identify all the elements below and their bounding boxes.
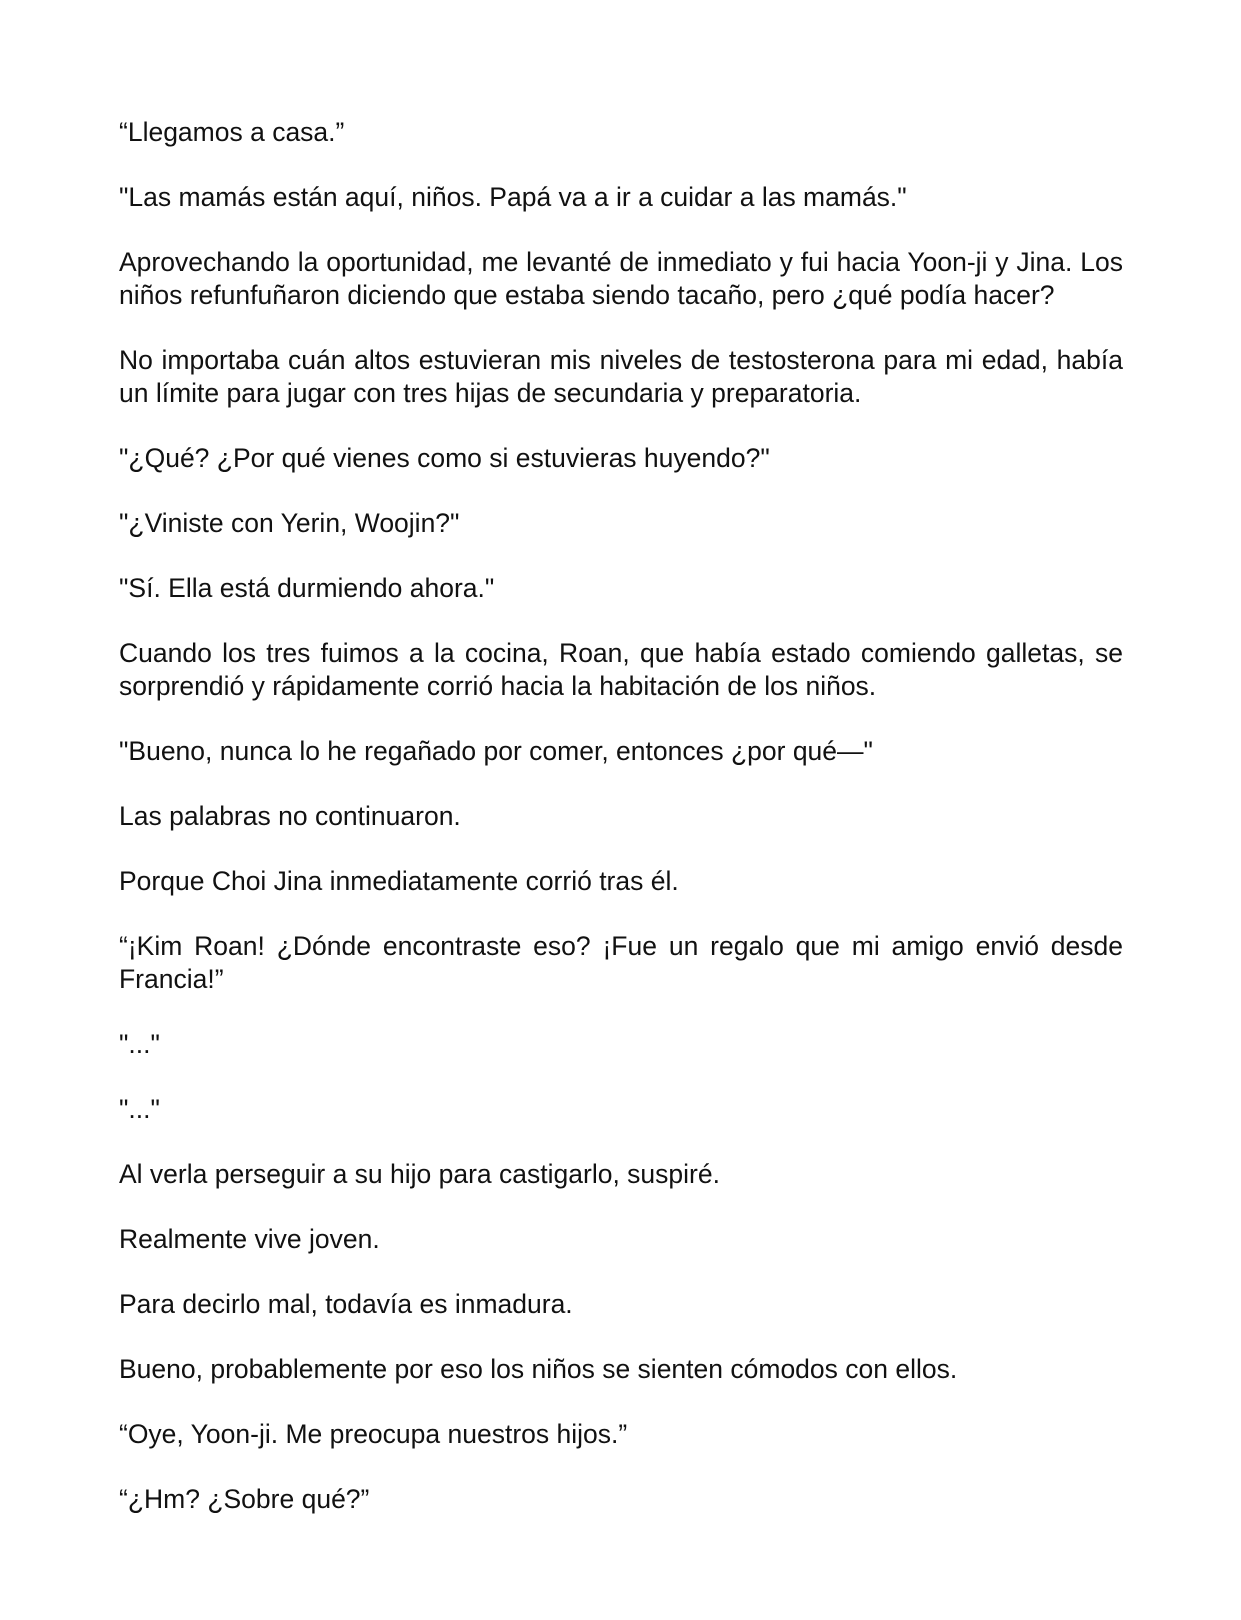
paragraph: “Oye, Yoon-ji. Me preocupa nuestros hijos.”: [119, 1419, 628, 1449]
paragraph: “¿Hm? ¿Sobre qué?”: [119, 1484, 370, 1514]
paragraph: "¿Qué? ¿Por qué vienes como si estuvieras huyendo?": [119, 443, 770, 473]
paragraph: Realmente vive joven.: [119, 1224, 380, 1254]
paragraph: Porque Choi Jina inmediatamente corrió tras él.: [119, 866, 679, 896]
paragraph: “Llegamos a casa.”: [119, 117, 345, 147]
paragraph: Las palabras no continuaron.: [119, 801, 461, 831]
paragraph: "Sí. Ella está durmiendo ahora.": [119, 573, 495, 603]
paragraph: "¿Viniste con Yerin, Woojin?": [119, 508, 460, 538]
paragraph: Aprovechando la oportunidad, me levanté de inmediato y fui hacia Yoon-ji y Jina. Los niños refunfuñaron diciendo que estaba siendo tacaño, pero ¿qué podía hacer?: [119, 247, 1123, 310]
paragraph: Para decirlo mal, todavía es inmadura.: [119, 1289, 573, 1319]
paragraph: "...": [119, 1029, 160, 1059]
paragraph: "Las mamás están aquí, niños. Papá va a ir a cuidar a las mamás.": [119, 182, 907, 212]
paragraph: Al verla perseguir a su hijo para castigarlo, suspiré.: [119, 1159, 720, 1189]
paragraph: "Bueno, nunca lo he regañado por comer, entonces ¿por qué—": [119, 736, 873, 766]
paragraph: Bueno, probablemente por eso los niños se sienten cómodos con ellos.: [119, 1354, 958, 1384]
paragraph: No importaba cuán altos estuvieran mis niveles de testosterona para mi edad, había un límite para jugar con tres hijas de secundaria y preparatoria.: [119, 345, 1123, 408]
document-body: [119, 116, 1123, 1548]
paragraph: “¡Kim Roan! ¿Dónde encontraste eso? ¡Fue un regalo que mi amigo envió desde Francia!”: [119, 931, 1123, 994]
paragraph: Cuando los tres fuimos a la cocina, Roan, que había estado comiendo galletas, se sorprendió y rápidamente corrió hacia la habitación de los niños.: [119, 638, 1123, 701]
paragraph: "...": [119, 1094, 160, 1124]
